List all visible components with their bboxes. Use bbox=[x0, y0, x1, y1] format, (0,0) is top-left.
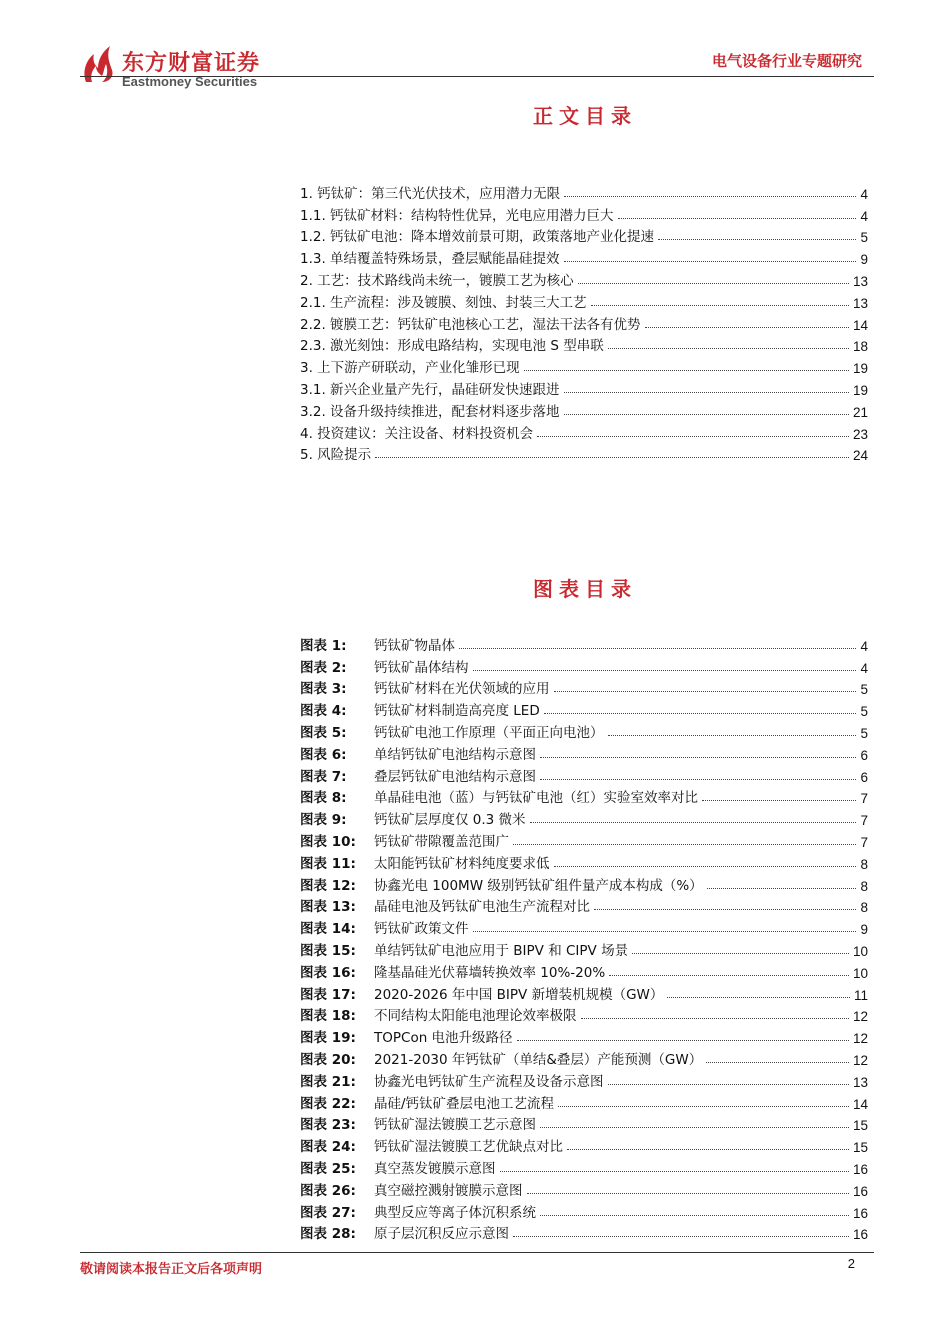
toc-entry-page: 13 bbox=[852, 295, 868, 311]
toc-leader-dots bbox=[707, 888, 857, 889]
figure-number: 图表 12: bbox=[300, 877, 356, 894]
figure-number: 图表 2: bbox=[300, 659, 347, 676]
figure-number: 图表 26: bbox=[300, 1182, 356, 1199]
figure-toc-page: 16 bbox=[852, 1227, 868, 1243]
toc-leader-dots bbox=[564, 261, 857, 262]
toc-entry-label: 4. 投资建议：关注设备、材料投资机会 bbox=[300, 425, 534, 442]
toc-leader-dots bbox=[608, 1084, 849, 1085]
figure-toc-entry[interactable] bbox=[300, 937, 868, 959]
figure-number: 图表 9: bbox=[300, 812, 347, 829]
toc-leader-dots bbox=[609, 975, 849, 976]
figure-toc-entry[interactable] bbox=[300, 1003, 868, 1025]
toc-entry[interactable] bbox=[300, 376, 868, 398]
figure-toc-page: 7 bbox=[860, 813, 868, 829]
figure-toc-page: 8 bbox=[860, 900, 868, 916]
toc-leader-dots bbox=[530, 822, 857, 823]
figure-toc-label-group bbox=[300, 1070, 604, 1090]
toc-entry-label: 2. 工艺：技术路线尚未统一，镀膜工艺为核心 bbox=[300, 272, 574, 289]
toc-leader-dots bbox=[564, 414, 849, 415]
toc-leader-dots bbox=[567, 1149, 849, 1150]
footer-disclaimer: 敬请阅读本报告正文后各项声明 bbox=[80, 1262, 263, 1277]
toc-leader-dots bbox=[544, 713, 857, 714]
figure-toc-label-group bbox=[300, 852, 550, 872]
toc-leader-dots bbox=[591, 305, 849, 306]
toc-entry-label: 2.1. 生产流程：涉及镀膜、刻蚀、封装三大工艺 bbox=[300, 294, 587, 311]
figure-number: 图表 10: bbox=[300, 833, 356, 850]
figure-toc-page: 16 bbox=[852, 1161, 868, 1177]
toc-leader-dots bbox=[658, 239, 856, 240]
toc-leader-dots bbox=[608, 735, 857, 736]
figure-toc-entry[interactable] bbox=[300, 1221, 868, 1243]
toc-entry-page: 4 bbox=[860, 208, 868, 224]
figure-number: 图表 24: bbox=[300, 1139, 356, 1156]
figure-caption: 钙钛矿政策文件 bbox=[374, 921, 469, 938]
figure-toc-page: 12 bbox=[852, 1031, 868, 1047]
toc-entry-label: 3. 上下游产研联动，产业化雏形已现 bbox=[300, 360, 520, 377]
figure-toc-page: 6 bbox=[860, 769, 868, 785]
toc-leader-dots bbox=[459, 648, 856, 649]
toc-leader-dots bbox=[527, 1193, 849, 1194]
figure-caption: TOPCon 电池升级路径 bbox=[374, 1030, 513, 1047]
main-toc-list bbox=[300, 180, 868, 463]
figure-number: 图表 23: bbox=[300, 1117, 356, 1134]
toc-leader-dots bbox=[524, 370, 849, 371]
figure-toc-entry[interactable] bbox=[300, 1155, 868, 1177]
figure-caption: 钙钛矿物晶体 bbox=[374, 637, 455, 654]
toc-entry-label: 1.2. 钙钛矿电池：降本增效前景可期，政策落地产业化提速 bbox=[300, 229, 655, 246]
figure-number: 图表 21: bbox=[300, 1073, 356, 1090]
figure-toc-entry[interactable] bbox=[300, 676, 868, 698]
figure-toc-label-group bbox=[300, 765, 536, 785]
toc-entry-page: 19 bbox=[852, 361, 868, 377]
report-type-label: 电气设备行业专题研究 bbox=[711, 52, 862, 70]
figure-toc-label-group bbox=[300, 677, 550, 697]
figure-toc-entry[interactable] bbox=[300, 1024, 868, 1046]
figure-caption: 晶硅/钙钛矿叠层电池工艺流程 bbox=[374, 1095, 555, 1112]
figure-toc-entry[interactable] bbox=[300, 959, 868, 981]
toc-leader-dots bbox=[554, 866, 857, 867]
figure-toc-label-group bbox=[300, 917, 469, 937]
figure-toc-page: 11 bbox=[853, 987, 868, 1003]
figure-toc-entry[interactable] bbox=[300, 1068, 868, 1090]
toc-entry-label: 5. 风险提示 bbox=[300, 447, 372, 464]
figure-toc-entry[interactable] bbox=[300, 806, 868, 828]
figure-toc-page: 5 bbox=[860, 725, 868, 741]
figure-toc-label-group bbox=[300, 786, 698, 806]
toc-entry[interactable] bbox=[300, 202, 868, 224]
figure-toc-page: 4 bbox=[860, 638, 868, 654]
figure-caption: 不同结构太阳能电池理论效率极限 bbox=[374, 1008, 577, 1025]
figure-number: 图表 5: bbox=[300, 724, 347, 741]
figure-toc-page: 10 bbox=[852, 943, 868, 959]
toc-leader-dots bbox=[500, 1171, 849, 1172]
figure-number: 图表 28: bbox=[300, 1226, 356, 1243]
figure-caption: 2020-2026 年中国 BIPV 新增装机规模（GW） bbox=[374, 986, 664, 1003]
figure-number: 图表 20: bbox=[300, 1051, 356, 1068]
figure-number: 图表 8: bbox=[300, 790, 347, 807]
figure-toc-label-group bbox=[300, 983, 663, 1003]
figure-caption: 钙钛矿层厚度仅 0.3 微米 bbox=[374, 812, 526, 829]
toc-entry[interactable] bbox=[300, 267, 868, 289]
figure-toc-label-group bbox=[300, 1157, 496, 1177]
figure-caption: 单结钙钛矿电池应用于 BIPV 和 CIPV 场景 bbox=[374, 942, 629, 959]
figure-toc-page: 15 bbox=[852, 1118, 868, 1134]
figure-toc-page: 7 bbox=[860, 791, 868, 807]
logo-english-name: Eastmoney Securities bbox=[122, 74, 258, 89]
figure-caption: 钙钛矿材料在光伏领域的应用 bbox=[374, 681, 550, 698]
figure-toc-page: 7 bbox=[860, 834, 868, 850]
figure-toc-page: 13 bbox=[852, 1074, 868, 1090]
figure-toc-entry[interactable] bbox=[300, 872, 868, 894]
figure-number: 图表 16: bbox=[300, 964, 356, 981]
toc-entry-label: 1.1. 钙钛矿材料：结构特性优异，光电应用潜力巨大 bbox=[300, 207, 614, 224]
toc-entry[interactable] bbox=[300, 289, 868, 311]
figure-caption: 单结钙钛矿电池结构示意图 bbox=[374, 746, 536, 763]
toc-leader-dots bbox=[702, 800, 856, 801]
figure-toc-entry[interactable] bbox=[300, 1133, 868, 1155]
figure-toc-label-group bbox=[300, 939, 628, 959]
toc-leader-dots bbox=[517, 1040, 849, 1041]
figure-caption: 协鑫光电 100MW 级别钙钛矿组件量产成本构成（%） bbox=[374, 877, 703, 894]
figure-number: 图表 14: bbox=[300, 921, 356, 938]
figure-toc-label-group bbox=[300, 1222, 509, 1242]
figure-caption: 钙钛矿材料制造高亮度 LED bbox=[374, 703, 540, 720]
page-number: 2 bbox=[847, 1256, 855, 1271]
figure-caption: 隆基晶硅光伏幕墙转换效率 10%-20% bbox=[374, 964, 606, 981]
figure-toc-list bbox=[300, 632, 868, 1242]
figure-caption: 晶硅电池及钙钛矿电池生产流程对比 bbox=[374, 899, 590, 916]
figure-toc-page: 8 bbox=[860, 856, 868, 872]
figure-caption: 钙钛矿晶体结构 bbox=[374, 659, 469, 676]
figure-toc-entry[interactable] bbox=[300, 981, 868, 1003]
figure-toc-entry[interactable] bbox=[300, 828, 868, 850]
toc-leader-dots bbox=[667, 997, 850, 998]
toc-leader-dots bbox=[618, 218, 857, 219]
figure-toc-label-group bbox=[300, 1135, 563, 1155]
toc-entry[interactable] bbox=[300, 333, 868, 355]
figure-caption: 太阳能钙钛矿材料纯度要求低 bbox=[374, 855, 550, 872]
figure-toc-page: 12 bbox=[852, 1009, 868, 1025]
figure-toc-page: 9 bbox=[860, 922, 868, 938]
toc-entry[interactable] bbox=[300, 245, 868, 267]
toc-leader-dots bbox=[513, 844, 856, 845]
figure-number: 图表 1: bbox=[300, 637, 347, 654]
toc-entry-page: 13 bbox=[852, 273, 868, 289]
toc-entry-label: 1.3. 单结覆盖特殊场景，叠层赋能晶硅提效 bbox=[300, 251, 560, 268]
figure-toc-page: 16 bbox=[852, 1205, 868, 1221]
toc-entry-label: 3.1. 新兴企业量产先行，晶硅研发快速跟进 bbox=[300, 381, 560, 398]
figure-toc-label-group bbox=[300, 1026, 513, 1046]
figure-toc-page: 16 bbox=[852, 1183, 868, 1199]
figure-toc-entry[interactable] bbox=[300, 719, 868, 741]
toc-leader-dots bbox=[540, 1127, 849, 1128]
figure-caption: 2021-2030 年钙钛矿（单结&叠层）产能预测（GW） bbox=[374, 1051, 703, 1068]
toc-entry-page: 4 bbox=[860, 186, 868, 202]
figure-caption: 钙钛矿带隙覆盖范围广 bbox=[374, 833, 509, 850]
toc-entry-page: 14 bbox=[852, 317, 868, 333]
toc-leader-dots bbox=[473, 931, 857, 932]
main-toc-title: 正文目录 bbox=[533, 104, 637, 128]
figure-toc-entry[interactable] bbox=[300, 1199, 868, 1221]
logo-chinese-name: 东方财富证券 bbox=[122, 51, 261, 76]
toc-leader-dots bbox=[564, 392, 849, 393]
toc-leader-dots bbox=[594, 909, 856, 910]
figure-toc-page: 10 bbox=[852, 965, 868, 981]
figure-caption: 钙钛矿湿法镀膜工艺示意图 bbox=[374, 1117, 536, 1134]
company-logo bbox=[80, 44, 320, 94]
figure-toc-label-group bbox=[300, 830, 509, 850]
toc-entry-label: 2.2. 镀膜工艺：钙钛矿电池核心工艺，湿法干法各有优势 bbox=[300, 316, 641, 333]
figure-toc-entry[interactable] bbox=[300, 741, 868, 763]
toc-leader-dots bbox=[513, 1236, 849, 1237]
figure-toc-entry[interactable] bbox=[300, 697, 868, 719]
figure-toc-title: 图表目录 bbox=[533, 577, 637, 601]
toc-entry-page: 5 bbox=[860, 230, 868, 246]
figure-caption: 钙钛矿湿法镀膜工艺优缺点对比 bbox=[374, 1139, 563, 1156]
figure-toc-entry[interactable] bbox=[300, 894, 868, 916]
figure-number: 图表 25: bbox=[300, 1160, 356, 1177]
toc-entry-page: 23 bbox=[852, 426, 868, 442]
figure-toc-label-group bbox=[300, 874, 703, 894]
toc-entry[interactable] bbox=[300, 354, 868, 376]
figure-toc-label-group bbox=[300, 743, 536, 763]
figure-toc-label-group bbox=[300, 1004, 577, 1024]
figure-caption: 协鑫光电钙钛矿生产流程及设备示意图 bbox=[374, 1073, 604, 1090]
toc-leader-dots bbox=[540, 779, 856, 780]
figure-toc-label-group bbox=[300, 961, 605, 981]
figure-caption: 真空磁控溅射镀膜示意图 bbox=[374, 1182, 523, 1199]
figure-toc-label-group bbox=[300, 1113, 536, 1133]
figure-number: 图表 11: bbox=[300, 855, 356, 872]
figure-number: 图表 18: bbox=[300, 1008, 356, 1025]
figure-toc-label-group bbox=[300, 634, 455, 654]
toc-entry-page: 9 bbox=[860, 252, 868, 268]
figure-toc-page: 12 bbox=[852, 1052, 868, 1068]
figure-number: 图表 6: bbox=[300, 746, 347, 763]
header-divider bbox=[80, 76, 874, 77]
figure-toc-label-group bbox=[300, 808, 526, 828]
toc-leader-dots bbox=[537, 436, 849, 437]
figure-toc-entry[interactable] bbox=[300, 915, 868, 937]
toc-leader-dots bbox=[554, 691, 857, 692]
figure-toc-label-group bbox=[300, 699, 540, 719]
figure-number: 图表 22: bbox=[300, 1095, 356, 1112]
toc-leader-dots bbox=[473, 670, 857, 671]
figure-number: 图表 15: bbox=[300, 942, 356, 959]
figure-caption: 典型反应等离子体沉积系统 bbox=[374, 1204, 536, 1221]
figure-toc-entry[interactable] bbox=[300, 1177, 868, 1199]
toc-entry[interactable] bbox=[300, 311, 868, 333]
figure-toc-page: 8 bbox=[860, 878, 868, 894]
figure-toc-label-group bbox=[300, 1092, 554, 1112]
figure-caption: 叠层钙钛矿电池结构示意图 bbox=[374, 768, 536, 785]
figure-caption: 钙钛矿电池工作原理（平面正向电池） bbox=[374, 724, 604, 741]
toc-leader-dots bbox=[578, 283, 849, 284]
toc-entry[interactable] bbox=[300, 224, 868, 246]
figure-toc-entry[interactable] bbox=[300, 1046, 868, 1068]
toc-leader-dots bbox=[581, 1018, 849, 1019]
toc-entry[interactable] bbox=[300, 398, 868, 420]
figure-toc-entry[interactable] bbox=[300, 632, 868, 654]
figure-number: 图表 7: bbox=[300, 768, 347, 785]
figure-toc-label-group bbox=[300, 721, 604, 741]
figure-toc-entry[interactable] bbox=[300, 763, 868, 785]
figure-toc-label-group bbox=[300, 656, 469, 676]
figure-caption: 原子层沉积反应示意图 bbox=[374, 1226, 509, 1243]
figure-toc-page: 5 bbox=[860, 682, 868, 698]
figure-number: 图表 27: bbox=[300, 1204, 356, 1221]
figure-number: 图表 17: bbox=[300, 986, 356, 1003]
toc-leader-dots bbox=[608, 348, 849, 349]
figure-toc-entry[interactable] bbox=[300, 850, 868, 872]
figure-toc-page: 15 bbox=[852, 1140, 868, 1156]
figure-toc-label-group bbox=[300, 1179, 523, 1199]
toc-entry[interactable] bbox=[300, 420, 868, 442]
toc-leader-dots bbox=[632, 953, 849, 954]
figure-toc-label-group bbox=[300, 1201, 536, 1221]
flame-logo-icon bbox=[80, 44, 116, 84]
figure-toc-entry[interactable] bbox=[300, 654, 868, 676]
toc-entry-page: 19 bbox=[852, 382, 868, 398]
toc-entry-label: 1. 钙钛矿：第三代光伏技术，应用潜力无限 bbox=[300, 185, 561, 202]
figure-toc-page: 4 bbox=[860, 660, 868, 676]
toc-entry[interactable] bbox=[300, 442, 868, 464]
figure-number: 图表 13: bbox=[300, 899, 356, 916]
figure-toc-label-group bbox=[300, 895, 590, 915]
figure-toc-page: 5 bbox=[860, 704, 868, 720]
figure-toc-entry[interactable] bbox=[300, 1112, 868, 1134]
toc-entry-label: 2.3. 激光刻蚀：形成电路结构，实现电池 S 型串联 bbox=[300, 338, 604, 355]
figure-number: 图表 3: bbox=[300, 681, 347, 698]
figure-toc-page: 14 bbox=[852, 1096, 868, 1112]
footer-divider bbox=[80, 1252, 874, 1253]
figure-toc-page: 6 bbox=[860, 747, 868, 763]
figure-toc-entry[interactable] bbox=[300, 785, 868, 807]
toc-leader-dots bbox=[558, 1106, 849, 1107]
toc-leader-dots bbox=[706, 1062, 849, 1063]
figure-number: 图表 19: bbox=[300, 1030, 356, 1047]
figure-caption: 真空蒸发镀膜示意图 bbox=[374, 1160, 496, 1177]
toc-entry-label: 3.2. 设备升级持续推进，配套材料逐步落地 bbox=[300, 403, 560, 420]
toc-leader-dots bbox=[375, 457, 849, 458]
figure-caption: 单晶硅电池（蓝）与钙钛矿电池（红）实验室效率对比 bbox=[374, 790, 698, 807]
figure-toc-entry[interactable] bbox=[300, 1090, 868, 1112]
figure-number: 图表 4: bbox=[300, 703, 347, 720]
toc-leader-dots bbox=[645, 327, 849, 328]
toc-entry-page: 24 bbox=[852, 448, 868, 464]
toc-entry[interactable] bbox=[300, 180, 868, 202]
toc-entry-page: 18 bbox=[852, 339, 868, 355]
figure-toc-label-group bbox=[300, 1048, 702, 1068]
toc-entry-page: 21 bbox=[852, 404, 868, 420]
toc-leader-dots bbox=[540, 757, 856, 758]
toc-leader-dots bbox=[564, 196, 856, 197]
toc-leader-dots bbox=[540, 1215, 849, 1216]
